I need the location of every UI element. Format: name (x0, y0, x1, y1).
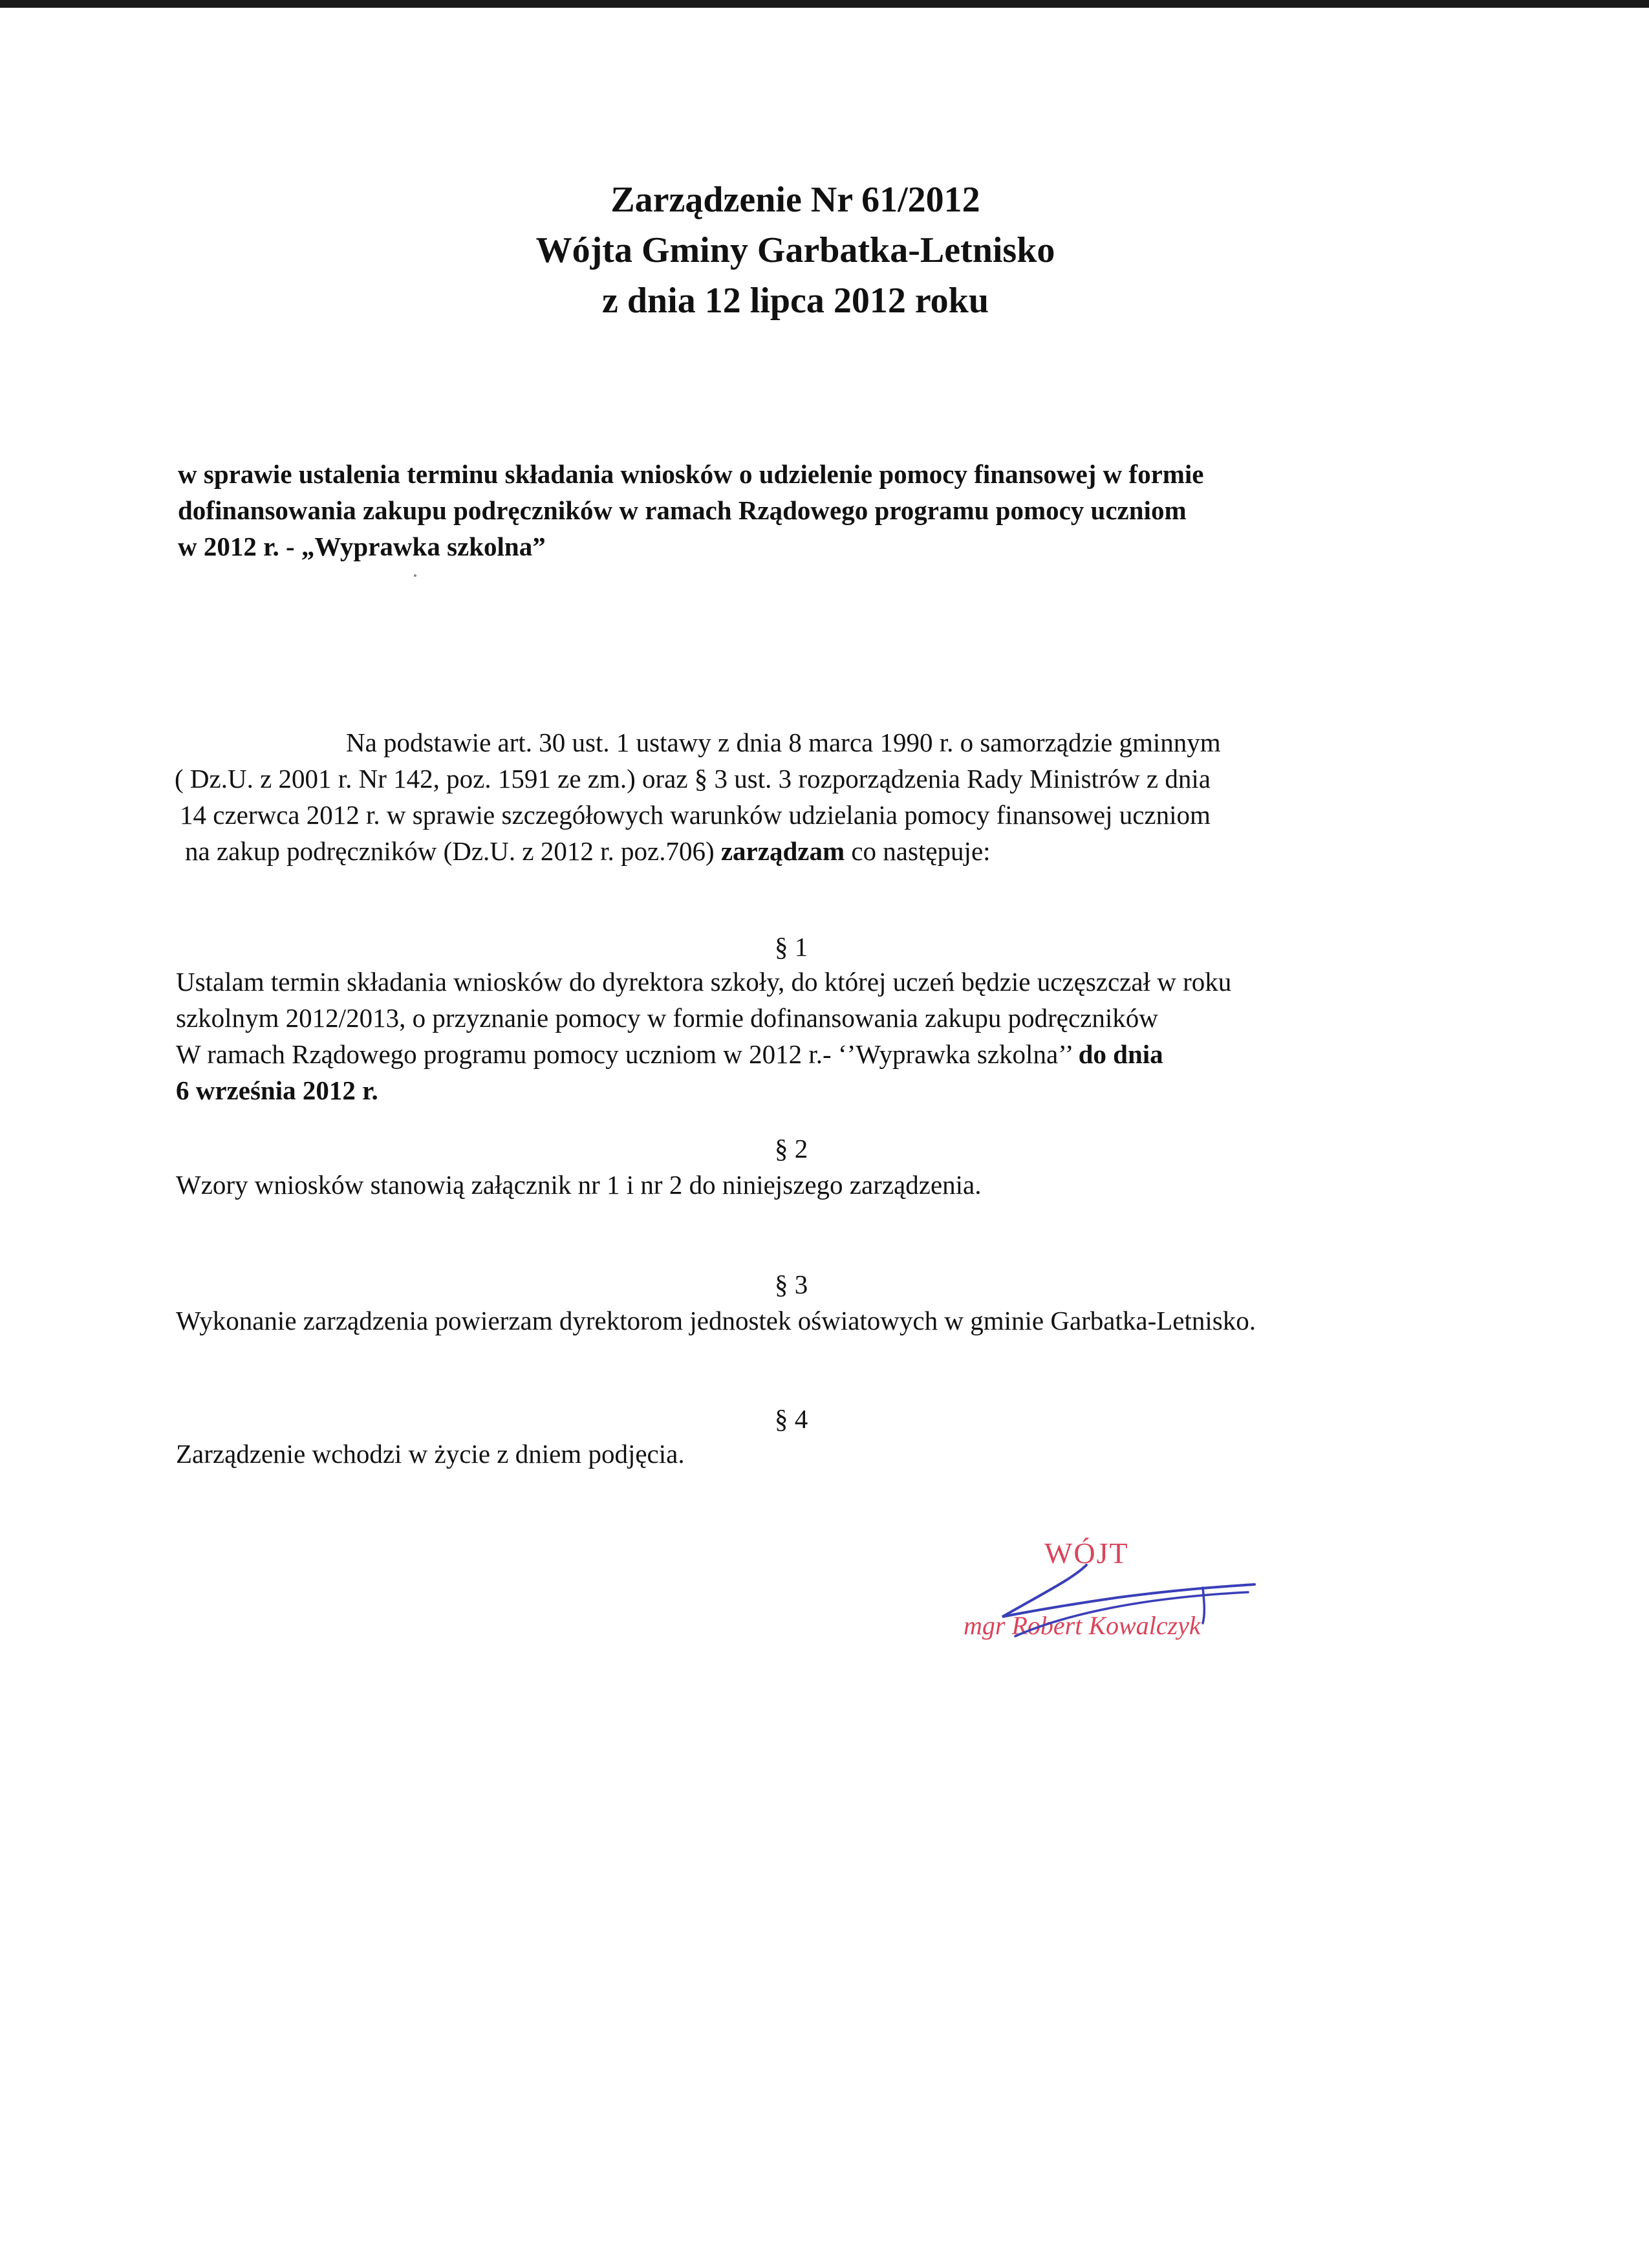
subject-line-2: dofinansowania zakupu podręczników w ramach Rządowego programu pomocy uczniom (178, 495, 1187, 525)
stamp-title: WÓJT (1044, 1537, 1129, 1570)
legal-basis (175, 724, 1416, 869)
basis-line-4 (175, 833, 1416, 869)
basis-line-4-suffix: co następuje: (845, 836, 991, 866)
basis-line-4-prefix: na zakup podręczników (Dz.U. z 2012 r. poz.706) (185, 836, 721, 866)
section-1-line-2: szkolnym 2012/2013, o przyznanie pomocy w formie dofinansowania zakupu podręczników (176, 1003, 1158, 1033)
section-4-mark: § 4 (775, 1404, 808, 1434)
scan-speck (414, 574, 416, 577)
section-1-line-1: Ustalam termin składania wniosków do dyrektora szkoły, do której uczeń będzie uczęszczał w roku (176, 967, 1232, 997)
basis-line-3: 14 czerwca 2012 r. w sprawie szczegółowych warunków udzielania pomocy finansowej uczniom (180, 800, 1211, 830)
section-1-line-3 (176, 1036, 1437, 1072)
subject-line-1: w sprawie ustalenia terminu składania wniosków o udzielenie pomocy finansowej w formie (178, 459, 1204, 489)
subject-line-3: w 2012 r. - „Wyprawka szkolna” (178, 532, 546, 561)
section-3-text (176, 1302, 1437, 1339)
section-1-mark: § 1 (775, 932, 808, 962)
basis-line-1: Na podstawie art. 30 ust. 1 ustawy z dnia 8 marca 1990 r. o samorządzie gminnym (346, 728, 1221, 757)
title-line-2: Wójta Gminy Garbatka-Letnisko (535, 230, 1055, 270)
section-3-line-1: Wykonanie zarządzenia powierzam dyrektorom jednostek oświatowych w gminie Garbatka-Letnisko. (176, 1306, 1256, 1335)
section-1-line-3-prefix: W ramach Rządowego programu pomocy uczniom w 2012 r.- ‘’Wyprawka szkolna’’ (176, 1039, 1079, 1069)
document-subject (178, 456, 1406, 565)
basis-line-2: ( Dz.U. z 2001 r. Nr 142, poz. 1591 ze zm.) oraz § 3 ust. 3 rozporządzenia Rady Ministrów z dnia (175, 764, 1211, 794)
document-title (0, 175, 1591, 326)
title-line-3: z dnia 12 lipca 2012 roku (602, 281, 989, 321)
section-3-mark: § 3 (775, 1269, 808, 1299)
section-4-text (176, 1436, 1437, 1472)
signature-stamp (964, 1536, 1261, 1672)
section-1-deadline-date: 6 września 2012 r. (176, 1075, 378, 1105)
handwritten-signature (989, 1552, 1261, 1649)
stamp-name: mgr Robert Kowalczyk (964, 1611, 1201, 1640)
basis-decree-word: zarządzam (720, 836, 845, 866)
section-1-deadline-prefix: do dnia (1078, 1039, 1163, 1069)
section-2-line-1: Wzory wniosków stanowią załącznik nr 1 i nr 2 do niniejszego zarządzenia. (176, 1170, 982, 1200)
section-4-line-1: Zarządzenie wchodzi w życie z dniem podjęcia. (176, 1439, 685, 1469)
section-2-mark: § 2 (775, 1134, 808, 1163)
scan-top-border (0, 0, 1649, 8)
section-1-text (176, 964, 1437, 1108)
section-2-text (176, 1167, 1437, 1203)
title-line-1: Zarządzenie Nr 61/2012 (610, 180, 980, 220)
